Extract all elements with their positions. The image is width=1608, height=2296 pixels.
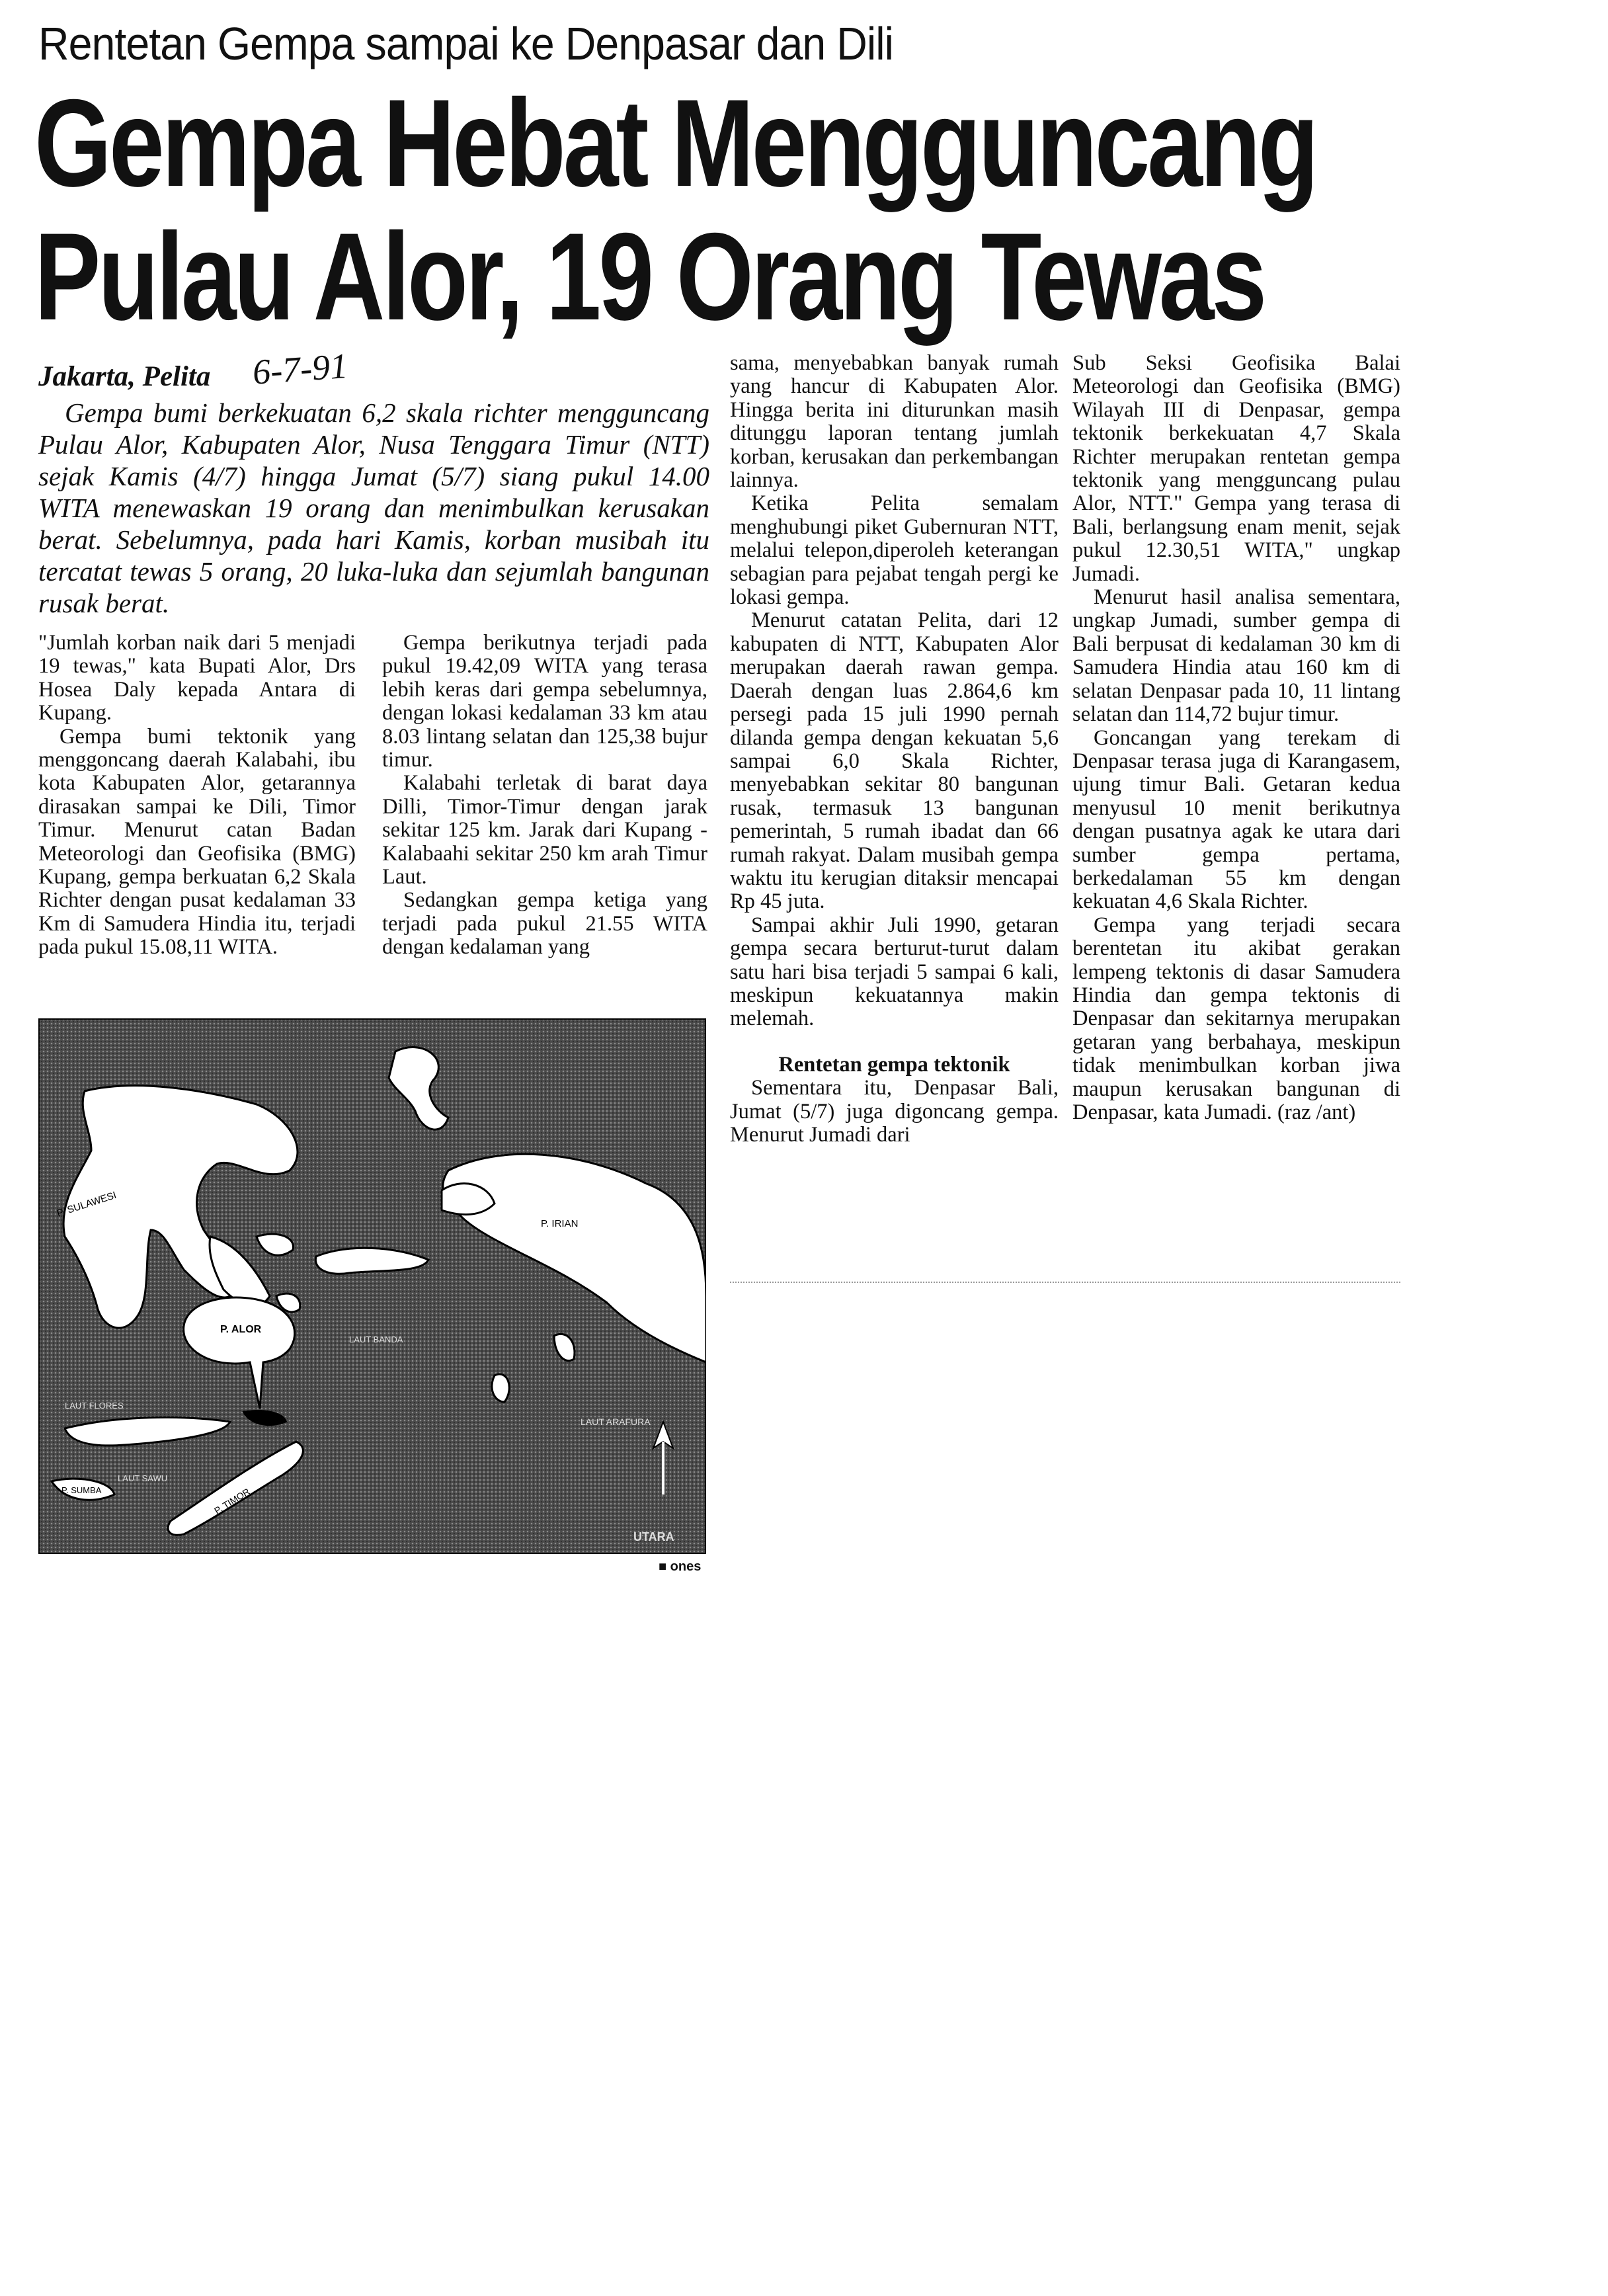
paragraph: "Jumlah korban naik dari 5 menjadi 19 tewas," kata Bupati Alor, Drs Hosea Daly kepada Antara di Kupang. — [38, 631, 356, 725]
paragraph: sama, menyebabkan banyak rumah yang hancur di Kabupaten Alor. Hingga berita ini diturunkan masih ditunggu laporan tentang jumlah korban, kerusakan dan perkembangan lainnya. — [730, 351, 1059, 493]
paragraph: Ketika Pelita semalam menghubungi piket Gubernuran NTT, melalui telepon,diperoleh keterangan sebagian para pejabat tengah pergi ke lokasi gempa. — [730, 491, 1059, 610]
column-end-rule — [730, 1282, 1400, 1283]
label-sulawesi: P. SULAWESI — [55, 1189, 118, 1219]
headline-line-2: Pulau Alor, 19 Orang Tewas — [34, 207, 1265, 346]
label-sawu: LAUT SAWU — [118, 1473, 168, 1483]
map-credit-text: ones — [670, 1559, 702, 1574]
headline-line-1: Gempa Hebat Mengguncang — [34, 73, 1316, 212]
body-column-2 — [382, 632, 707, 960]
map-credit: ■ ones — [659, 1559, 702, 1574]
paragraph: Sedangkan gempa ketiga yang terjadi pada pukul 21.55 WITA dengan kedalaman yang — [382, 888, 707, 960]
label-arafura: LAUT ARAFURA — [581, 1416, 651, 1427]
paragraph: Goncangan yang terekam di Denpasar terasa juga di Karangasem, ujung timur Bali. Getaran kedua menyusul 10 menit berikutnya dengan pusatnya agak ke utara dari sumber gempa pertama, berkedalaman 55 km dengan kekuatan 4,6 Skala Richter. — [1072, 725, 1400, 914]
kicker-headline: Rentetan Gempa sampai ke Denpasar dan Dili — [38, 18, 894, 69]
dateline: Jakarta, Pelita — [38, 361, 211, 392]
paragraph: Gempa berikutnya terjadi pada pukul 19.42,09 WITA yang terasa lebih keras dari gempa sebelumnya, dengan lokasi kedalaman 33 km atau 8.03 lintang selatan dan 125,38 bujur timur. — [382, 631, 707, 772]
label-banda: LAUT BANDA — [349, 1334, 403, 1344]
lead-text: Gempa bumi berkekuatan 6,2 skala richter mengguncang Pulau Alor, Kabupaten Alor, Nusa Tenggara Timur (NTT) sejak Kamis (4/7) hingga Jumat (5/7) siang pukul 14.00 WITA menewaskan 19 orang dan menimbulkan kerusakan berat. Sebelumnya, pada hari Kamis, korban musibah itu tercatat tewas 5 orang, 20 luka-luka dan sejumlah bangunan rusak berat. — [38, 397, 709, 618]
paragraph: Gempa yang terjadi secara berentetan itu akibat gerakan lempeng tektonis di dasar Samudera Hindia dan gempa tektonis di Denpasar dan sekitarnya merupakan getaran yang berbahaya, meskipun tidak menimbulkan korban jiwa maupun kerusakan bangunan di Denpasar, kata Jumadi. (raz /ant) — [1072, 913, 1400, 1124]
paragraph: Sub Seksi Geofisika Balai Meteorologi dan Geofisika (BMG) Wilayah III di Denpasar, gempa tektonik berkekuatan 4,7 Skala Richter merupakan rentetan gempa tektonik yang mengguncang pulau Alor, NTT." Gempa yang terasa di Bali, berlangsung enam menit, sejak pukul 12.30,51 WITA," ungkap Jumadi. — [1072, 351, 1400, 586]
paragraph: Sementara itu, Denpasar Bali, Jumat (5/7) juga digoncang gempa. Menurut Jumadi dari — [730, 1076, 1059, 1147]
paragraph: Menurut hasil analisa sementara, ungkap Jumadi, sumber gempa di Bali berpusat di kedalaman 30 km di Samudera Hindia atau 160 km di selatan Denpasar pada 10, 11 lintang selatan dan 114,72 bujur timur. — [1072, 585, 1400, 727]
lead-paragraph — [38, 397, 709, 619]
label-sumba: P. SUMBA — [61, 1485, 102, 1495]
paragraph: Menurut catatan Pelita, dari 12 kabupaten di NTT, Kabupaten Alor merupakan daerah rawan gempa. Daerah dengan luas 2.864,6 km persegi pada 15 juli 1990 pernah dilanda gempa dengan kekuatan 5,6 sampai 6,0 Skala Richter, menyebabkan sekitar 80 bangunan rusak, termasuk 13 bangunan pemerintah, 5 rumah ibadat dan 66 rumah rakyat. Dalam musibah gempa waktu itu kerugian ditaksir mencapai Rp 45 juta. — [730, 608, 1059, 914]
label-alor-callout: P. ALOR — [220, 1324, 262, 1335]
body-column-4 — [1072, 352, 1400, 1124]
paragraph: Kalabahi terletak di barat daya Dilli, Timor-Timur dengan jarak sekitar 125 km. Jarak dari Kupang - Kalabaahi sekitar 250 km arah Timur Laut. — [382, 771, 707, 889]
body-column-1 — [38, 632, 356, 960]
handwritten-date: 6-7-91 — [251, 345, 349, 392]
body-column-3 — [730, 352, 1059, 1147]
label-north: UTARA — [633, 1530, 674, 1543]
map-figure — [38, 1018, 706, 1554]
label-timor: P. TIMOR — [212, 1486, 252, 1516]
paragraph: Gempa bumi tektonik yang menggoncang daerah Kalabahi, ibu kota Kabupaten Alor, getarannya dirasakan sampai ke Dili, Timor Timur. Menurut catan Badan Meteorologi dan Geofisika (BMG) Kupang, gempa berkuatan 6,2 Skala Richter dengan pusat kedalaman 33 Km di Samudera Hindia itu, terjadi pada pukul 15.08,11 WITA. — [38, 724, 356, 960]
label-flores: LAUT FLORES — [65, 1401, 124, 1411]
section-subhead: Rentetan gempa tektonik — [778, 1052, 1010, 1077]
label-irian: P. IRIAN — [541, 1218, 579, 1229]
main-headline — [34, 73, 1316, 346]
paragraph: Sampai akhir Juli 1990, getaran gempa secara berturut-turut dalam satu hari bisa terjadi 5 sampai 6 kali, meskipun kekuatannya makin melemah. — [730, 913, 1059, 1031]
